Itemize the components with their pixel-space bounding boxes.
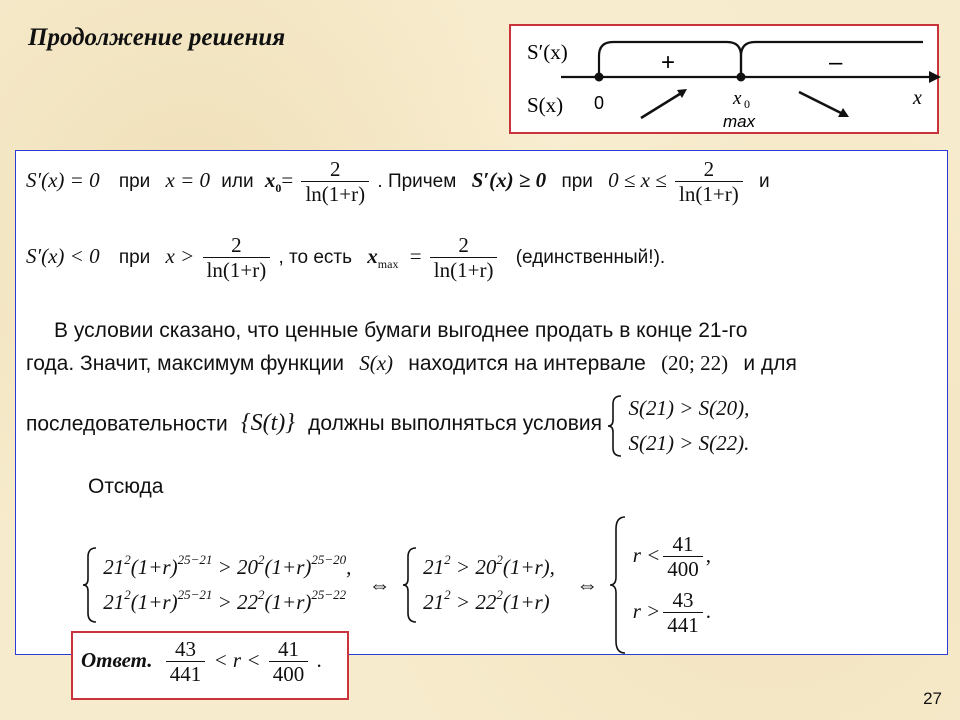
system-3: r < $\frac{41}{400}$ , r > $\frac{43}{441}$ . [632,531,712,638]
sign-chart-diagram [511,26,941,136]
hence-label: Отсюда [88,475,164,498]
left-brace-icon [609,515,627,655]
max-label: max [723,112,756,131]
function-label: S(x) [527,93,564,117]
decreasing-arrow-icon [799,92,843,114]
sign-chart [509,24,939,134]
x0-point [737,73,746,82]
left-brace-icon [82,546,98,624]
left-brace-icon [402,546,418,624]
increasing-arrow-icon [641,92,683,118]
equivalence-icon: ⇔ [576,572,599,597]
left-brace-icon [607,394,623,458]
answer-label: Ответ. [81,647,153,672]
conditions-line: последовательности {S(t)} должны выполняться условия S(21) > S(20), S(21) > S(22). [26,391,749,460]
equivalence-icon: ⇔ [368,572,391,597]
derivative-zero: S′(x) = 0 [26,167,100,192]
answer-line: Ответ. $\frac{43}{441}$ < r < $\frac{41}{400}$ . [81,637,322,687]
solution-panel [15,150,948,655]
axis-arrow-icon [929,71,941,83]
fraction-x0: $\frac{2}{\ln(1+r)}$ [301,157,369,207]
paragraph-line-1: В условии сказано, что ценные бумаги выгоднее продать в конце 21-го [54,319,748,342]
system-2: $21^2 > 20^2(1+r)$, $21^2 > 22^2(1+r)$ [423,552,555,614]
answer-box [71,631,349,700]
zero-label: 0 [594,93,605,113]
x0-label: x [733,88,742,109]
derivative-label: S′(x) [527,40,568,64]
minus-sign: – [829,49,843,76]
fraction-range: $\frac{2}{\ln(1+r)}$ [675,157,743,207]
line-2: S′(x) < 0 при x > $\frac{2}{\ln(1+r)}$ , то есть $x_{max}$ = $\frac{2}{\ln(1+r)}$ (единственный!). [26,233,666,283]
zero-point [595,73,604,82]
line-1: S′(x) = 0 при x = 0 или $x_0=$ $\frac{2}{\ln(1+r)}$ . Причем S′(x) ≥ 0 при 0 ≤ x ≤ $\frac{2}{\ln(1+r)}$ и [26,157,770,207]
system-1: $21^2(1+r)^{25-21} > 20^2(1+r)^{25-20}$, $21^2(1+r)^{25-21} > 22^2(1+r)^{25-22}$ [103,552,352,614]
axis-label: x [913,87,922,109]
conditions-system: S(21) > S(20), S(21) > S(22). [628,396,750,455]
plus-sign: + [661,49,676,76]
paragraph-line-2: года. Значит, максимум функции S(x) находится на интервале (20; 22) и для [26,351,797,375]
page-number: 27 [923,689,942,708]
x0-sub: 0 [744,97,750,111]
slide-title: Продолжение решения [28,24,286,51]
